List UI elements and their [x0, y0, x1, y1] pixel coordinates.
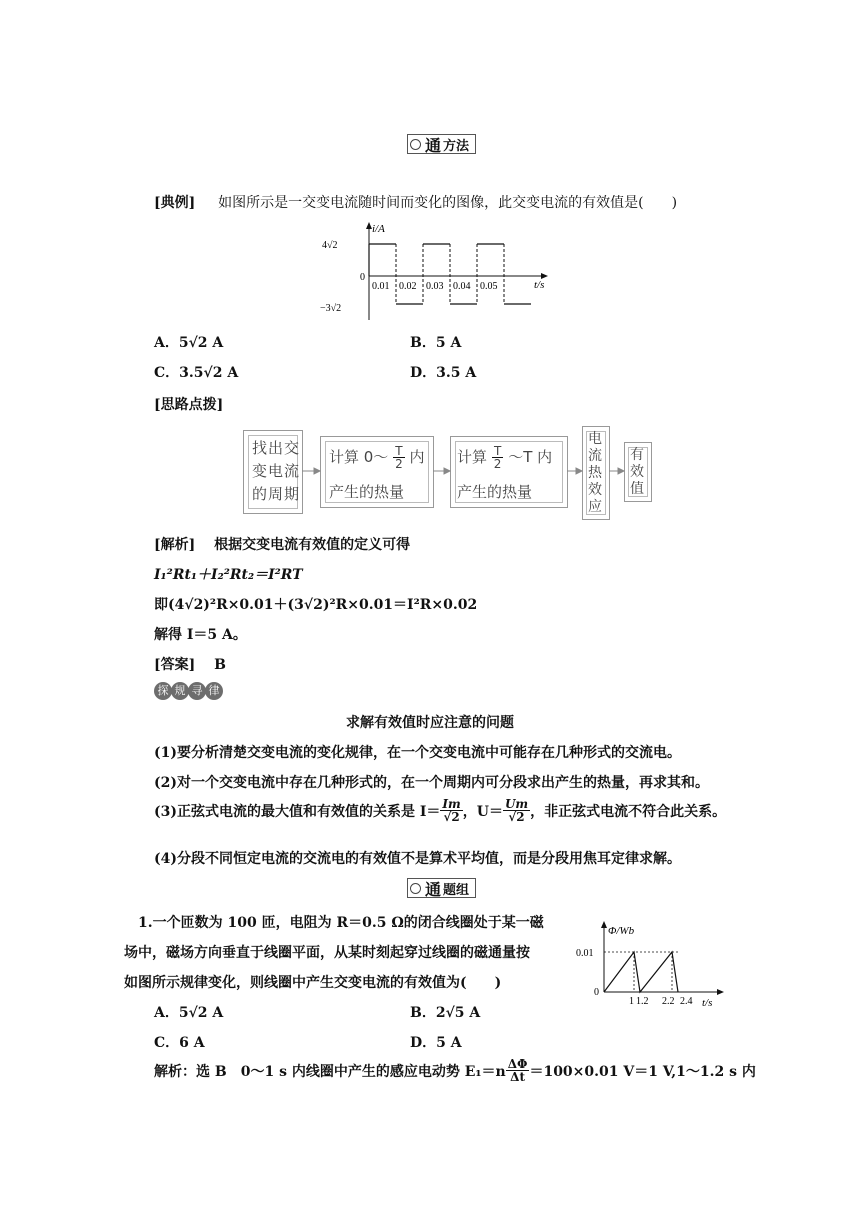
option-d[interactable]: D．3.5 A — [410, 365, 477, 381]
flow-box5-c3: 值 — [630, 481, 644, 497]
arrow-right-icon — [444, 468, 450, 474]
current-time-graph — [320, 222, 560, 322]
example-question: 如图所示是一交变电流随时间而变化的图像，此交变电流的有效值是( ) — [218, 195, 678, 211]
graph2-ylabel: Φ/Wb — [608, 925, 635, 937]
problem-option-b[interactable]: B．2√5 A — [410, 1005, 481, 1021]
flow-box1-line3: 的周期 — [252, 485, 301, 503]
option-b[interactable]: B．5 A — [410, 335, 462, 351]
flow-box5-c1: 有 — [630, 447, 644, 463]
graph1-tick-label: 0.01 — [372, 281, 390, 292]
equation-3: 解得 I＝5 A。 — [154, 627, 247, 643]
graph2-yval: 0.01 — [576, 948, 594, 959]
example-question-line — [154, 192, 677, 212]
graph1-tick-label: 0.03 — [426, 281, 444, 292]
rule-3 — [154, 798, 726, 823]
option-c[interactable]: C．3.5√2 A — [154, 365, 239, 381]
rules-badge-c1: 探 — [154, 682, 172, 700]
rule-3-num2: Um — [504, 797, 529, 811]
thinking-tag: [思路点拨] — [154, 397, 224, 413]
problem-option-a[interactable]: A．5√2 A — [154, 1005, 224, 1021]
section-label: 方法 — [443, 138, 470, 154]
rule-3-den2: √2 — [508, 810, 525, 824]
flow-box4-c5: 应 — [588, 499, 602, 515]
graph2-tick-2: 1.2 — [636, 996, 649, 1007]
flow-box3-frac-den: 2 — [493, 457, 502, 471]
flow-arrows — [300, 464, 630, 478]
solution-post: ＝100×0.01 V＝1 V,1～1.2 s 内 — [529, 1063, 756, 1080]
graph1-tick-label: 0.05 — [480, 281, 498, 292]
flow-box3-frac-num: T — [492, 445, 504, 458]
problem-line-2: 场中，磁场方向垂直于线圈平面，从某时刻起穿过线圈的磁通量按 — [124, 945, 530, 961]
y-axis-arrow-icon — [601, 921, 607, 928]
rules-badge-c3: 寻 — [188, 682, 206, 700]
problem-option-d[interactable]: D．5 A — [410, 1035, 462, 1051]
section-header-methods — [407, 134, 476, 154]
flow-box2-line2: 产生的热量 — [329, 483, 405, 501]
flow-box2-frac-den: 2 — [395, 457, 403, 471]
graph2-xlabel: t/s — [702, 997, 713, 1009]
rules-badge — [154, 682, 222, 700]
flow-box4-c3: 热 — [588, 465, 602, 481]
solution-pre: 解析：选 B 0～1 s 内线圈中产生的感应电动势 E₁＝n — [154, 1063, 506, 1080]
graph1-tick-label: 0.02 — [399, 281, 417, 292]
x-axis-arrow-icon — [717, 989, 724, 995]
rules-badge-c2: 规 — [171, 682, 189, 700]
problem-line-1: 1.一个匝数为 100 匝，电阻为 R＝0.5 Ω的闭合线圈处于某一磁 — [138, 915, 544, 931]
section-glyph: 通 — [425, 135, 442, 155]
flow-box3-post: ～T 内 — [508, 448, 553, 466]
graph1-tick-label: 0.04 — [453, 281, 471, 292]
rule-3-num1: Im — [442, 797, 461, 811]
rule-3-pre: (3)正弦式电流的最大值和有效值的关系是 I＝ — [154, 803, 441, 820]
rule-4: (4)分段不同恒定电流的交流电的有效值不是算术平均值，而是分段用焦耳定律求解。 — [154, 851, 681, 867]
flow-box4-c4: 效 — [588, 482, 602, 498]
rule-2: (2)对一个交变电流中存在几种形式的，在一个周期内可分段求出产生的热量，再求其和。 — [154, 775, 709, 791]
rule-1: (1)要分析清楚交变电流的变化规律，在一个交变电流中可能存在几种形式的交流电。 — [154, 745, 681, 761]
equation-2: 即(4√2)²R×0.01＋(3√2)²R×0.01＝I²R×0.02 — [154, 597, 478, 613]
section-label: 题组 — [443, 882, 470, 898]
answer-line — [154, 654, 226, 674]
rule-3-post: ，非正弦式电流不符合此关系。 — [530, 803, 727, 820]
graph1-ylabel: i/A — [372, 223, 385, 235]
graph2-tick-3: 2.2 — [662, 996, 675, 1007]
flow-box2-post: 内 — [409, 448, 425, 466]
analysis-line — [154, 534, 410, 554]
circle-icon — [410, 883, 421, 894]
solution-frac-num: ΔΦ — [507, 1057, 528, 1071]
flow-box4-c1: 电 — [588, 431, 602, 447]
arrow-right-icon — [618, 468, 624, 474]
flux-time-graph — [572, 920, 732, 1010]
flow-box-find-period — [243, 430, 303, 514]
flow-box5-c2: 效 — [630, 464, 644, 480]
problem-line-3: 如图所示规律变化，则线圈中产生交变电流的有效值为( ) — [124, 975, 502, 991]
analysis-tag: [解析] — [154, 537, 196, 553]
arrow-right-icon — [576, 468, 582, 474]
solution-frac-den: Δt — [510, 1070, 525, 1084]
equation-1: I₁²Rt₁＋I₂²Rt₂＝I²RT — [154, 567, 303, 583]
flow-box1-line1: 找出交 — [252, 439, 301, 457]
flow-box2-pre: 计算 0～ — [329, 448, 389, 466]
example-tag: [典例] — [154, 195, 196, 211]
graph1-ymax: 4√2 — [322, 240, 338, 251]
answer-tag: [答案] — [154, 657, 196, 673]
section-glyph: 通 — [425, 879, 442, 899]
problem-option-c[interactable]: C．6 A — [154, 1035, 205, 1051]
option-a[interactable]: A．5√2 A — [154, 335, 224, 351]
graph1-xlabel: t/s — [534, 279, 545, 291]
rule-3-den1: √2 — [443, 810, 460, 824]
rules-title: 求解有效值时应注意的问题 — [346, 715, 514, 731]
answer-value: B — [214, 657, 226, 673]
graph2-zero: 0 — [594, 987, 599, 998]
graph1-ymin: −3√2 — [320, 303, 342, 314]
arrow-right-icon — [314, 468, 320, 474]
flow-box1-line2: 变电流 — [252, 462, 301, 480]
graph2-tick-1: 1 — [629, 996, 634, 1007]
graph1-zero: 0 — [360, 272, 365, 283]
flow-box4-c2: 流 — [588, 448, 602, 464]
flow-box3-pre: 计算 — [457, 448, 488, 466]
flow-box3-line2: 产生的热量 — [457, 483, 533, 501]
rules-badge-c4: 律 — [205, 682, 223, 700]
graph2-tick-4: 2.4 — [680, 996, 693, 1007]
analysis-text: 根据交变电流有效值的定义可得 — [214, 537, 411, 553]
section-header-problems — [407, 878, 476, 898]
solution-line — [154, 1058, 756, 1083]
flux-waveform — [604, 952, 678, 992]
circle-icon — [410, 139, 421, 150]
flow-box2-frac-num: T — [393, 445, 405, 458]
rule-3-mid: ，U＝ — [462, 803, 503, 820]
